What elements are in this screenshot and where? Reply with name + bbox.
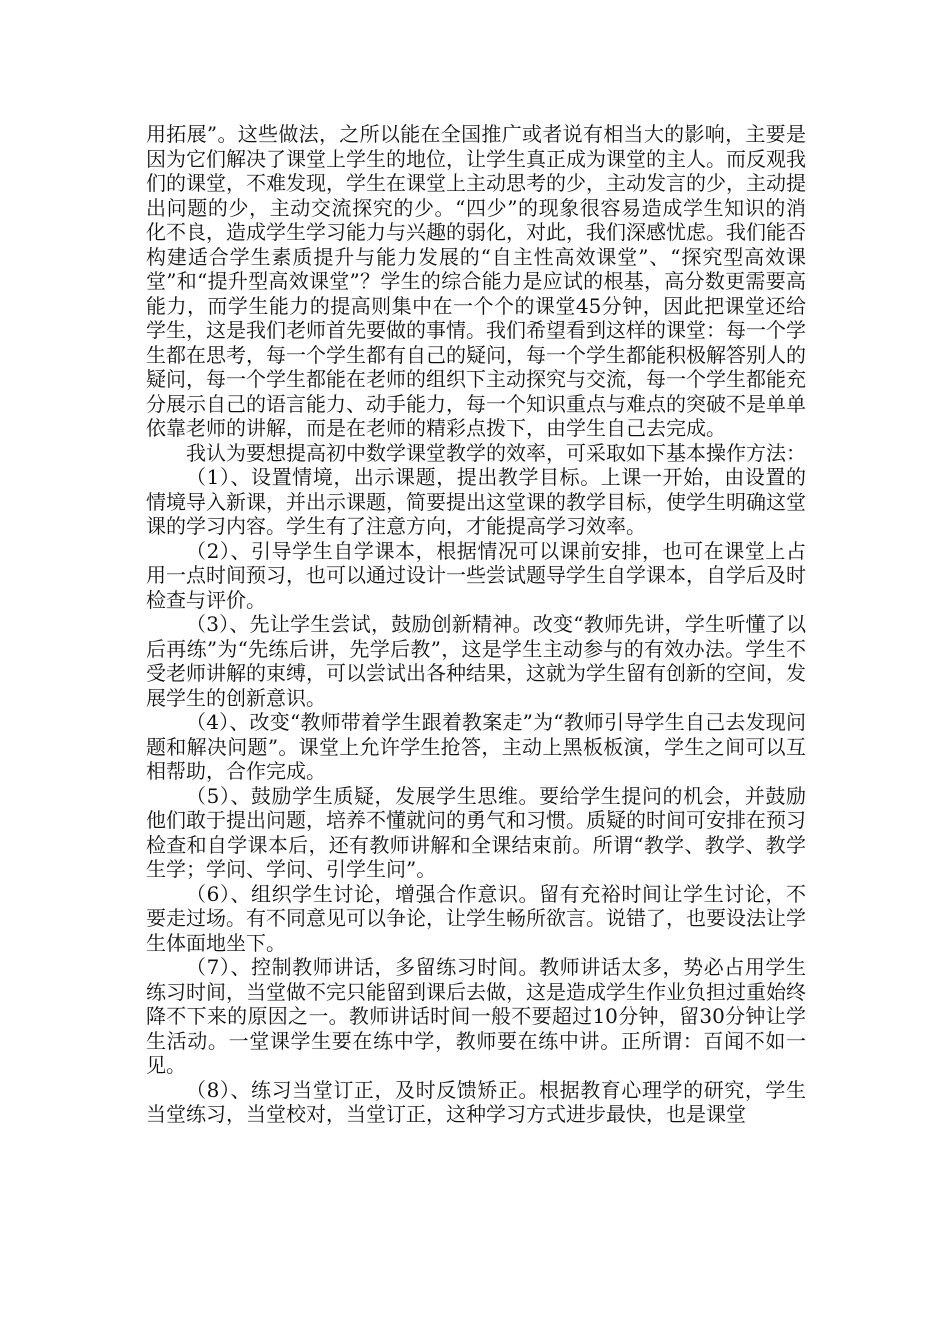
paragraph-methods-intro: 我认为要想提高初中数学课堂教学的效率，可采取如下基本操作方法： (186, 440, 806, 465)
paragraph-method-8: （8）、练习当堂订正，及时反馈矫正。根据教育心理学的研究，学生当堂练习，当堂校对，当堂订正，这种学习方式进步最快，也是课堂 (146, 1077, 806, 1126)
paragraph-method-5: （5）、鼓励学生质疑，发展学生思维。要给学生提问的机会，并鼓励他们敢于提出问题，培养不懂就问的勇气和习惯。质疑的时间可安排在预习检查和自学课本后，还有教师讲解和全课结束前。所谓“教学、教学、教学生学；学问、学问、引学生问”。 (146, 783, 806, 881)
body-text (146, 122, 806, 1127)
paragraph-method-1: （1）、设置情境，出示课题，提出教学目标。上课一开始，由设置的情境导入新课，并出示课题，简要提出这堂课的教学目标，使学生明确这堂课的学习内容。学生有了注意方向，才能提高学习效率。 (146, 465, 806, 538)
paragraph-method-4: （4）、改变“教师带着学生跟着教案走”为“教师引导学生自己去发现问题和解决问题”。课堂上允许学生抢答，主动上黑板板演，学生之间可以互相帮助，合作完成。 (146, 710, 806, 783)
paragraph-method-2: （2）、引导学生自学课本，根据情况可以课前安排，也可在课堂上占用一点时间预习，也可以通过设计一些尝试题导学生自学课本，自学后及时检查与评价。 (146, 538, 806, 612)
paragraph-intro-continuation: 用拓展”。这些做法，之所以能在全国推广或者说有相当大的影响，主要是因为它们解决了课堂上学生的地位，让学生真正成为课堂的主人。而反观我们的课堂，不难发现，学生在课堂上主动思考的少，主动发言的少，主动提出问题的少，主动交流探究的少。“四少”的现象很容易造成学生知识的消化不良，造成学生学习能力与兴趣的弱化，对此，我们深感忧虑。我们能否构建适合学生素质提升与能力发展的“自主性高效课堂”、“探究型高效课堂”和“提升型高效课堂”？学生的综合能力是应试的根基，高分数更需要高能力，而学生能力的提高则集中在一个个的课堂45分钟，因此把课堂还给学生，这是我们老师首先要做的事情。我们希望看到这样的课堂：每一个学生都在思考，每一个学生都有自己的疑问，每一个学生都能积极解答别人的疑问，每一个学生都能在老师的组织下主动探究与交流，每一个学生都能充分展示自己的语言能力、动手能力，每一个知识重点与难点的突破不是单单依靠老师的讲解，而是在老师的精彩点拨下，由学生自己去完成。 (146, 122, 806, 440)
paragraph-method-3: （3）、先让学生尝试，鼓励创新精神。改变“教师先讲，学生听懂了以后再练”为“先练后讲，先学后教”，这是学生主动参与的有效办法。学生不受老师讲解的束缚，可以尝试出各种结果，这就为学生留有创新的空间，发展学生的创新意识。 (146, 612, 806, 710)
paragraph-method-7: （7）、控制教师讲话，多留练习时间。教师讲话太多，势必占用学生练习时间，当堂做不完只能留到课后去做，这是造成学生作业负担过重始终降不下来的原因之一。教师讲话时间一般不要超过10分钟，留30分钟让学生活动。一堂课学生要在练中学，教师要在练中讲。正所谓：百闻不如一见。 (146, 955, 806, 1077)
paragraph-method-6: （6）、组织学生讨论，增强合作意识。留有充裕时间让学生讨论，不要走过场。有不同意见可以争论，让学生畅所欲言。说错了，也要设法让学生体面地坐下。 (146, 881, 806, 955)
